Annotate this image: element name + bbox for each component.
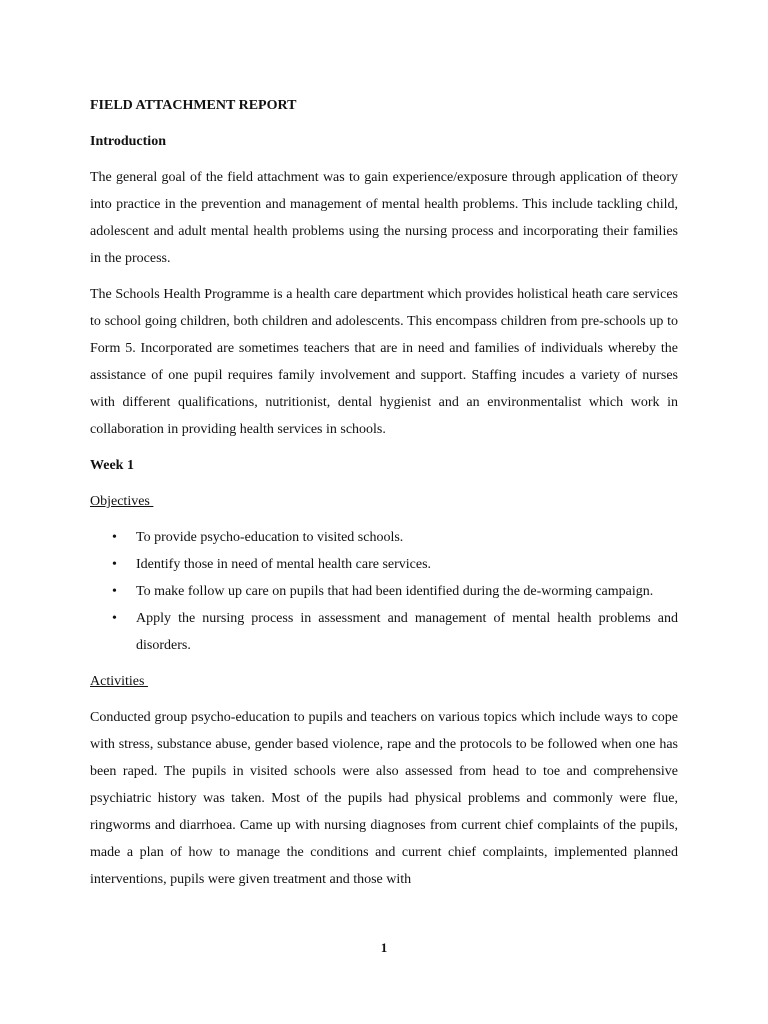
week-heading: Week 1 [90,458,134,473]
objectives-heading: Objectives [90,494,154,509]
bullet-icon: • [112,557,117,572]
objective-text: To provide psycho-education to visited schools. [136,530,404,545]
activities-heading: Activities [90,674,148,689]
introduction-heading: Introduction [90,134,166,149]
report-title: FIELD ATTACHMENT REPORT [90,98,297,113]
objective-item [90,551,678,578]
page-number: 1 [380,940,388,955]
document-page [90,92,678,902]
objective-item [90,524,678,551]
objective-text: Apply the nursing process in assessment and management of mental health problems and disorders. [136,611,678,653]
objective-item [90,578,678,605]
bullet-icon: • [112,611,117,626]
introduction-paragraph-1: The general goal of the field attachment was to gain experience/exposure through application of theory into practice in the prevention and management of mental health problems. This include tackling child, adolescent and adult mental health problems using the nursing process and incorporating their families in the process. [90,170,678,266]
objective-item [90,605,678,659]
bullet-icon: • [112,530,117,545]
objective-text: Identify those in need of mental health care services. [136,557,432,572]
activities-paragraph: Conducted group psycho-education to pupils and teachers on various topics which include ways to cope with stress, substance abuse, gender based violence, rape and the protocols to be followed when one has been raped. The pupils in visited schools were also assessed from head to toe and comprehensive psychiatric history was taken. Most of the pupils had physical problems and commonly were flue, ringworms and diarrhoea. Came up with nursing diagnoses from current chief complaints of the pupils, made a plan of how to manage the conditions and current chief complaints, implemented planned interventions, pupils were given treatment and those with [90,710,678,887]
objective-text: To make follow up care on pupils that had been identified during the de-worming campaign. [136,584,654,599]
introduction-paragraph-2: The Schools Health Programme is a health care department which provides holistical heath care services to school going children, both children and adolescents. This encompass children from pre-schools up to Form 5. Incorporated are sometimes teachers that are in need and families of individuals whereby the assistance of one pupil requires family involvement and support. Staffing incudes a variety of nurses with different qualifications, nutritionist, dental hygienist and an environmentalist which work in collaboration in providing health services in schools. [90,287,678,437]
objectives-list [90,524,678,659]
bullet-icon: • [112,584,117,599]
